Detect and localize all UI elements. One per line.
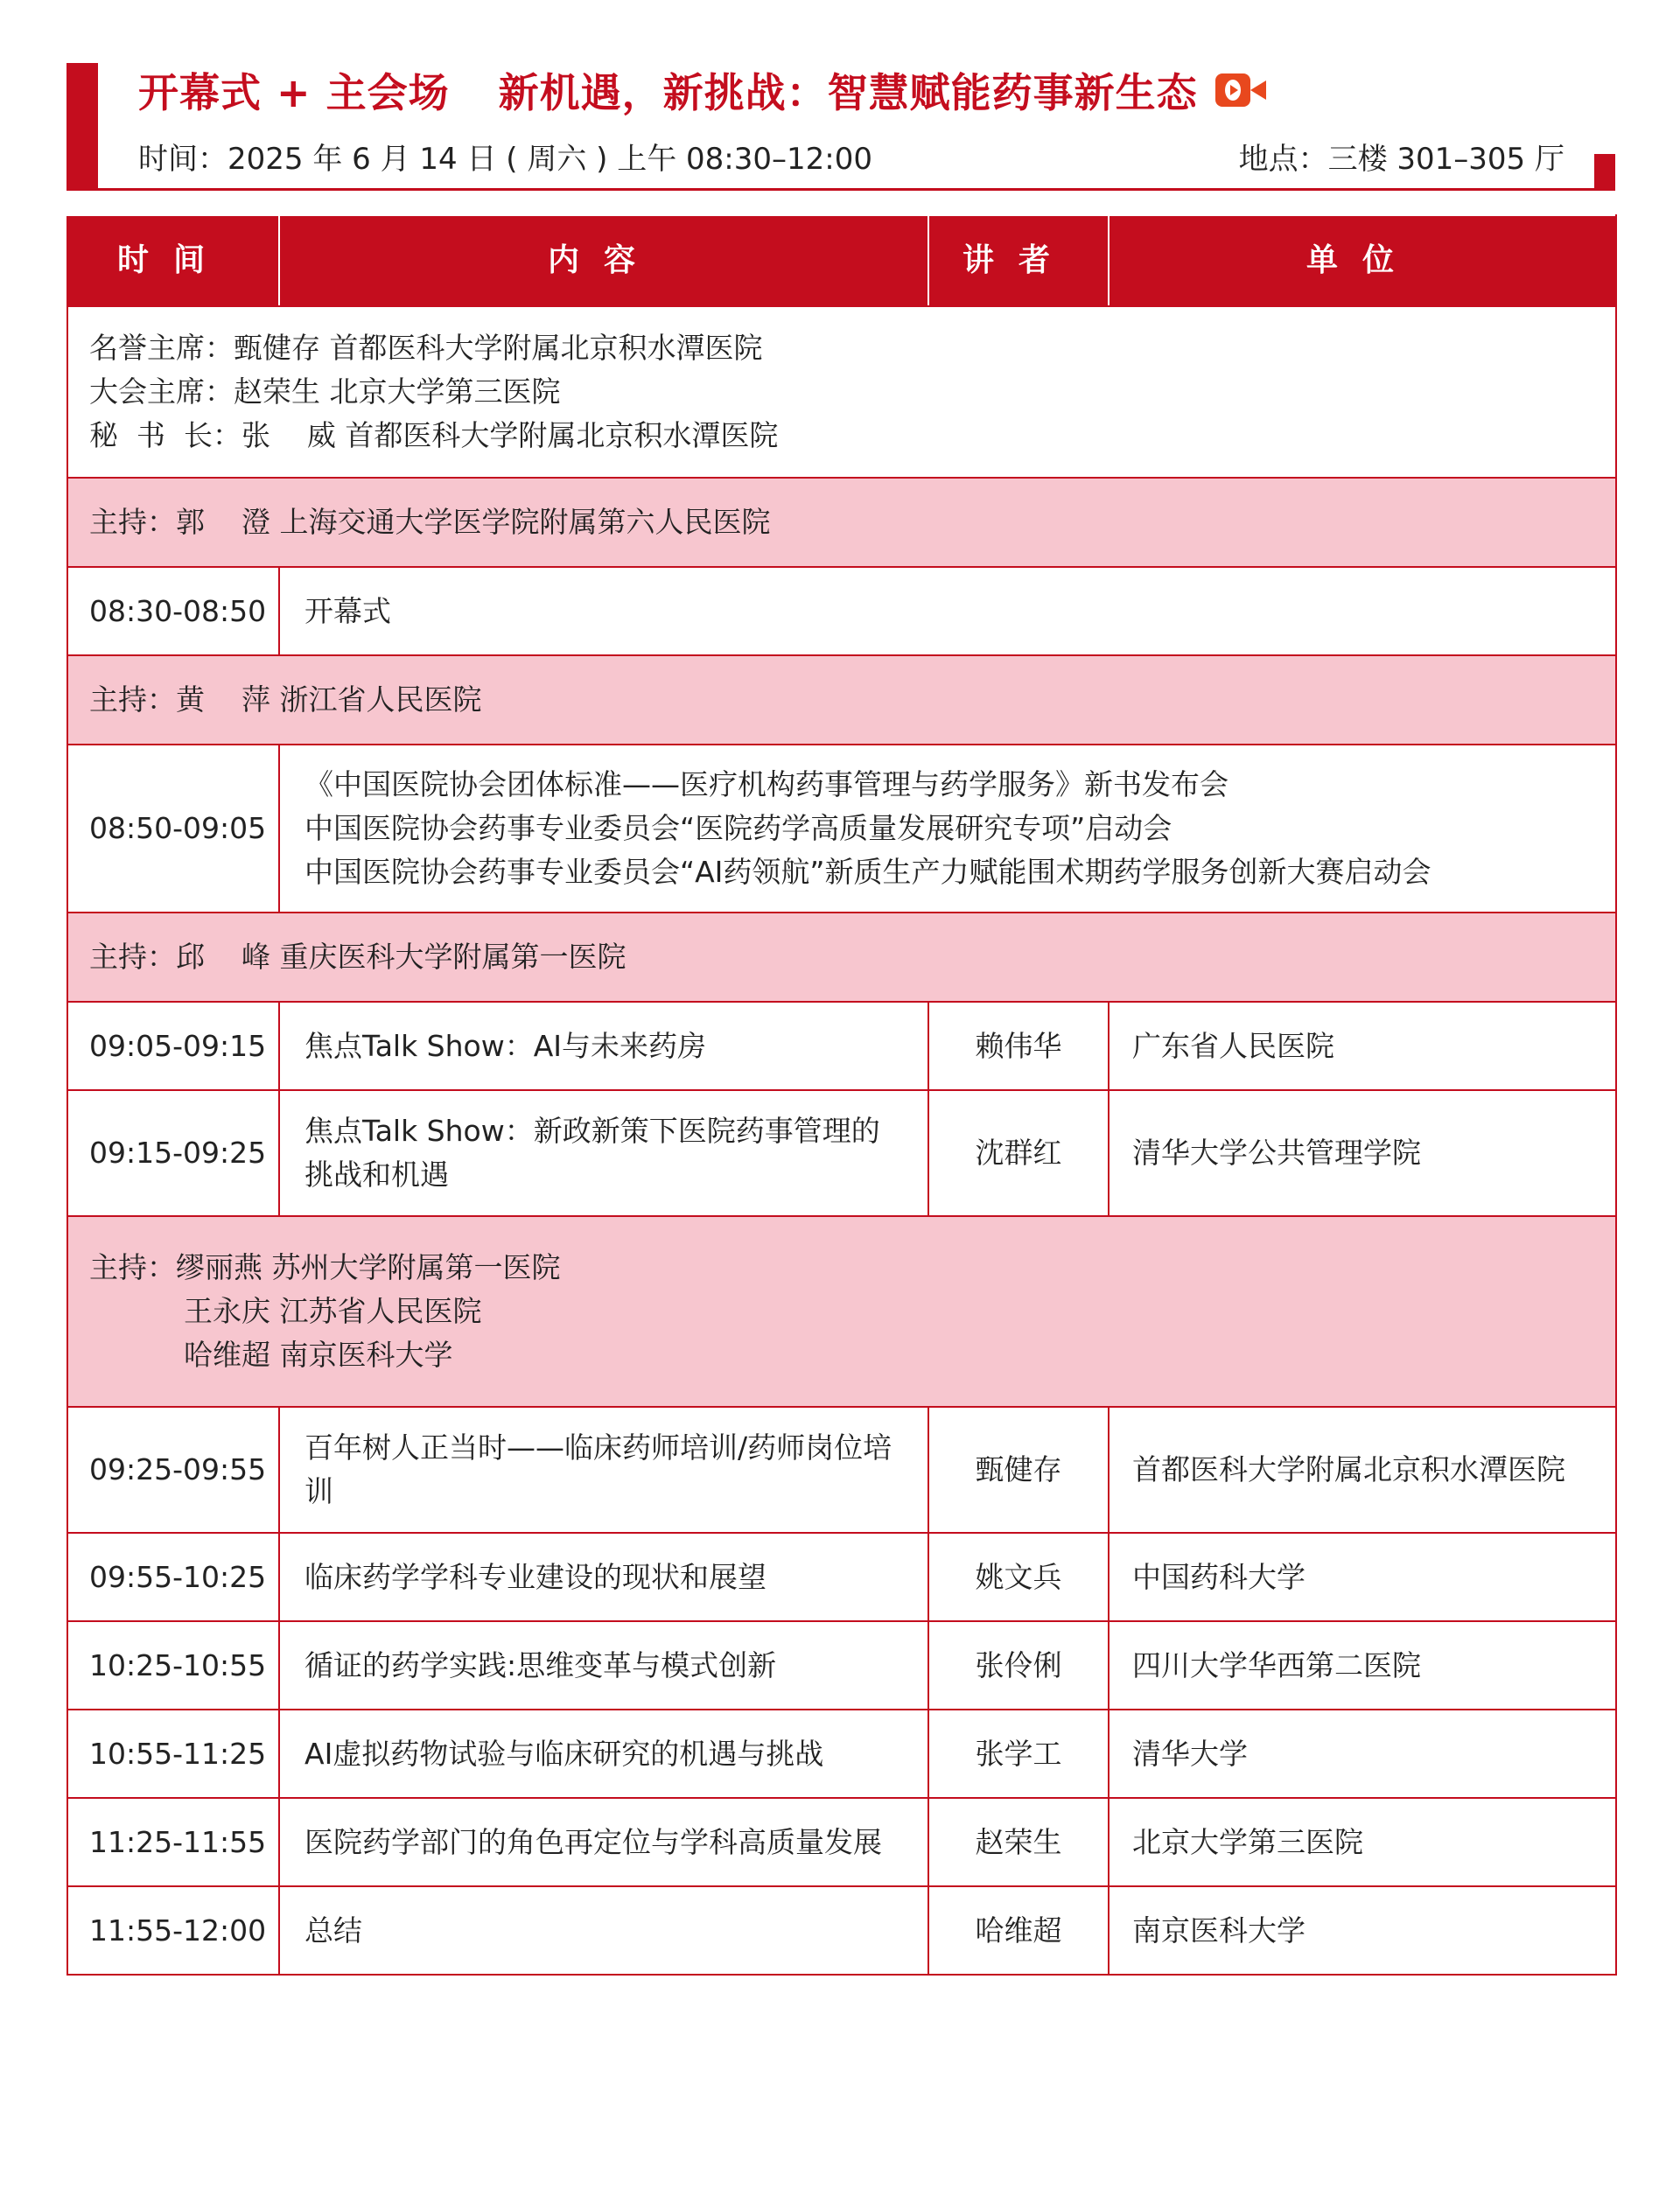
time-cell: 10:55-11:25: [67, 1710, 279, 1798]
header-organization: 单位: [1109, 215, 1616, 306]
table-row: [67, 1533, 1616, 1621]
speaker-cell: 哈维超: [928, 1886, 1109, 1975]
session-time: 时间：2025 年 6 月 14 日 ( 周六 ) 上午 08:30–12:00: [138, 142, 872, 177]
time-cell: 09:05-09:15: [67, 1002, 279, 1090]
content-cell: 循证的药学实践:思维变革与模式创新: [279, 1621, 928, 1710]
video-camera-icon[interactable]: [1215, 72, 1268, 108]
speaker-cell: 张伶俐: [928, 1621, 1109, 1710]
content-cell: 百年树人正当时——临床药师培训/药师岗位培训: [279, 1407, 928, 1533]
launch-research: 中国医院协会药事专业委员会“医院药学高质量发展研究专项”启动会: [304, 811, 1172, 845]
host-name: 哈维超 南京医科大学: [184, 1338, 453, 1372]
content-cell: AI虚拟药物试验与临床研究的机遇与挑战: [279, 1710, 928, 1798]
time-cell: 11:25-11:55: [67, 1798, 279, 1886]
content-cell: 焦点Talk Show：新政新策下医院药事管理的挑战和机遇: [279, 1090, 928, 1216]
table-row: [67, 1621, 1616, 1710]
table-row: [67, 1798, 1616, 1886]
speaker-cell: 姚文兵: [928, 1533, 1109, 1621]
conference-chair: 大会主席：赵荣生 北京大学第三医院: [89, 374, 561, 409]
host-cell: 主持：邱 峰 重庆医科大学附属第一医院: [67, 913, 1616, 1002]
content-cell: 总结: [279, 1886, 928, 1975]
schedule-table: [66, 214, 1617, 1976]
time-cell: 09:55-10:25: [67, 1533, 279, 1621]
speaker-cell: 沈群红: [928, 1090, 1109, 1216]
host-row: [67, 655, 1616, 745]
host-row: [67, 478, 1616, 567]
launch-book: 《中国医院协会团体标准——医疗机构药事管理与药学服务》新书发布会: [304, 767, 1228, 801]
time-cell: 11:55-12:00: [67, 1886, 279, 1975]
org-cell: 清华大学: [1109, 1710, 1616, 1798]
org-cell: 首都医科大学附属北京积水潭医院: [1109, 1407, 1616, 1533]
table-row: [67, 1090, 1616, 1216]
table-row: [67, 745, 1616, 913]
host-name: 缪丽燕 苏州大学附属第一医院: [176, 1250, 561, 1284]
session-venue: 地点：三楼 301–305 厅: [1238, 142, 1564, 177]
session-title: [138, 61, 1268, 119]
session-header: [66, 59, 1615, 191]
time-cell: 10:25-10:55: [67, 1621, 279, 1710]
table-row: [67, 1710, 1616, 1798]
time-cell: 09:15-09:25: [67, 1090, 279, 1216]
secretary-general: 秘 书 长：张 威 首都医科大学附属北京积水潭医院: [89, 418, 779, 452]
content-cell: 开幕式: [279, 567, 1616, 655]
header-accent-bar: [66, 63, 98, 191]
table-row: [67, 1002, 1616, 1090]
speaker-cell: 赵荣生: [928, 1798, 1109, 1886]
host-row: [67, 1216, 1616, 1407]
org-cell: 南京医科大学: [1109, 1886, 1616, 1975]
host-cell: 主持：黄 萍 浙江省人民医院: [67, 655, 1616, 745]
host-cell: 主持：郭 澄 上海交通大学医学院附属第六人民医院: [67, 478, 1616, 567]
header-accent-block: [1594, 154, 1615, 191]
header-content: 内容: [279, 215, 928, 306]
launch-contest: 中国医院协会药事专业委员会“AI药领航”新质生产力赋能围术期药学服务创新大赛启动会: [304, 855, 1432, 889]
chairs-cell: [67, 306, 1616, 478]
time-cell: 08:50-09:05: [67, 745, 279, 913]
time-cell: 08:30-08:50: [67, 567, 279, 655]
header-speaker: 讲者: [928, 215, 1109, 306]
org-cell: 广东省人民医院: [1109, 1002, 1616, 1090]
host-label: 主持：: [89, 1250, 176, 1284]
table-row: [67, 1886, 1616, 1975]
session-title-part2: 新机遇，新挑战：智慧赋能药事新生态: [498, 69, 1198, 116]
honorary-chair: 名誉主席：甄健存 首都医科大学附属北京积水潭医院: [89, 331, 763, 365]
org-cell: 北京大学第三医院: [1109, 1798, 1616, 1886]
host-row: [67, 913, 1616, 1002]
table-row: [67, 1407, 1616, 1533]
host-cell: [67, 1216, 1616, 1407]
chairs-row: [67, 306, 1616, 478]
table-row: [67, 567, 1616, 655]
org-cell: 中国药科大学: [1109, 1533, 1616, 1621]
org-cell: 四川大学华西第二医院: [1109, 1621, 1616, 1710]
content-cell: 临床药学学科专业建设的现状和展望: [279, 1533, 928, 1621]
header-time: 时间: [67, 215, 279, 306]
time-cell: 09:25-09:55: [67, 1407, 279, 1533]
header-underline: [66, 188, 1615, 191]
speaker-cell: 张学工: [928, 1710, 1109, 1798]
session-title-part1: 开幕式 + 主会场: [138, 69, 450, 116]
content-cell: [279, 745, 1616, 913]
org-cell: 清华大学公共管理学院: [1109, 1090, 1616, 1216]
speaker-cell: 赖伟华: [928, 1002, 1109, 1090]
content-cell: 医院药学部门的角色再定位与学科高质量发展: [279, 1798, 928, 1886]
host-name: 王永庆 江苏省人民医院: [184, 1294, 482, 1328]
content-cell: 焦点Talk Show：AI与未来药房: [279, 1002, 928, 1090]
table-header-row: [67, 215, 1616, 306]
speaker-cell: 甄健存: [928, 1407, 1109, 1533]
